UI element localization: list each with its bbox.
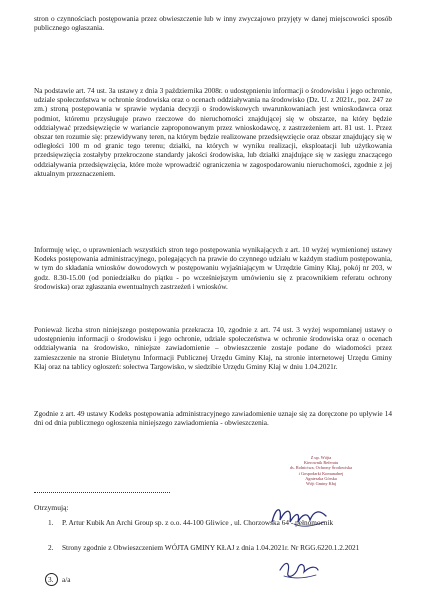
recipient-number: 3. [48, 575, 54, 584]
stamp-line: Kierownik Referatu [303, 460, 339, 466]
stamp-line: ds. Rolnictwa, Ochrony Środowiska [289, 465, 353, 471]
recipient-item [48, 543, 390, 552]
recipient-text: a/a [62, 575, 71, 584]
paragraph-intro: stron o czynnościach postępowania przez obwieszczenie lub w inny zwyczajowo przyjęty w danej miejscowości sposób publicznego ogłaszania. [34, 14, 392, 33]
recipient-item [48, 575, 390, 584]
paragraph-publication: Ponieważ liczba stron niniejszego postępowania przekracza 10, zgodnie z art. 74 ust. 3 wyżej wspomnianej ustawy o udostępnieniu informacji o środowisku i jego ochronie, udziale społeczeństwa w ochronie środowiska oraz o ocenach oddziaływania na środowisko, niniejsze zawiadomienie – obwieszczenie zostaje podane do wiadomości przez zamieszczenie na stronie Biuletynu Informacji Publicznej Urzędu Gminy Kłaj, na stronie internetowej Urzędu Gminy Kłaj oraz na tablicy ogłoszeń: sołectwa Targowisko, w siedzibie Urzędu Gminy Kłaj w dniu 1.04.2021r. [34, 325, 392, 371]
recipient-number: 2. [48, 543, 54, 552]
paragraph-party-rights: Informuję więc, o uprawnieniach wszystkich stron tego postępowania wynikających z art. 10 wyżej wymienionej ustawy Kodeks postępowania administracyjnego, polegających na prawie do czynnego udziału w każdym stadium postępowania, w tym do składania wniosków dowodowych w postępowaniu wyjaśniającym w Urzędzie Gminy Kłaj, pokój nr 203, w godz. 8.30-15.00 (od poniedziałku do piątku - po wcześniejszym umówieniu się z pracownikiem referatu ochrony środowiska) oraz zgłaszania ewentualnych zastrzeżeń i wniosków. [34, 245, 392, 291]
paragraph-legal-basis: Na podstawie art. 74 ust. 3a ustawy z dnia 3 października 2008r. o udostępnieniu informacji o środowisku i jego ochronie, udziale społeczeństwa w ochronie środowiska oraz o ocenach oddziaływania na środowisko (Dz. U. z 2021r., poz. 247 ze zm.) stroną postępowania w sprawie wydania decyzji o środowiskowych uwarunkowaniach jest wnioskodawca oraz podmiot, któremu przysługuje prawo rzeczowe do nieruchomości znajdującej się w obszarze, na który będzie oddziaływać przedsięwzięcie w wariancie zaproponowanym przez wnioskodawcę, z zastrzeżeniem art. 81 ust. 1. Przez obszar ten rozumie się: przewidywany teren, na którym będzie realizowane przedsięwzięcie oraz obszar znajdujący się w odległości 100 m od granic tego terenu; działki, na których w wyniku realizacji, eksploatacji lub użytkowania przedsięwzięcia zostałyby przekroczone standardy jakości środowiska, lub działki znajdujące się w zasięgu znaczącego oddziaływania przedsięwzięcia, które może wprowadzić ograniczenia w zagospodarowaniu nieruchomości, zgodnie z jej aktualnym przeznaczeniem. [34, 86, 392, 178]
stamp-line: Agnieszka Górska [305, 475, 337, 481]
paragraph-delivery: Zgodnie z art. 49 ustawy Kodeks postępowania administracyjnego zawiadomienie uznaje się za doręczone po upływie 14 dni od dnia publicznego ogłoszenia niniejszego zawiadomienia - obwieszczenia. [34, 409, 392, 428]
recipient-number: 1. [48, 518, 54, 527]
separator-line [34, 492, 170, 493]
stamp-line: i Gospodarki Komunalnej [298, 470, 344, 476]
recipients-heading: Otrzymują: [34, 503, 69, 512]
recipient-item [48, 518, 390, 527]
stamp-line: Z up. Wójta [310, 455, 332, 460]
recipient-text: Strony zgodnie z Obwieszczeniem WÓJTA GMINY KŁAJ z dnia 1.04.2021r. Nr RGG.6220.1.2.2021 [62, 543, 360, 552]
stamp-line: Wójt Gminy Kłaj [305, 481, 337, 487]
recipient-text: P. Artur Kubik An Archi Group sp. z o.o. 44-100 Gliwice , ul. Chorzowska 64 - pełnomocnik [62, 518, 334, 527]
official-stamp [266, 455, 376, 486]
